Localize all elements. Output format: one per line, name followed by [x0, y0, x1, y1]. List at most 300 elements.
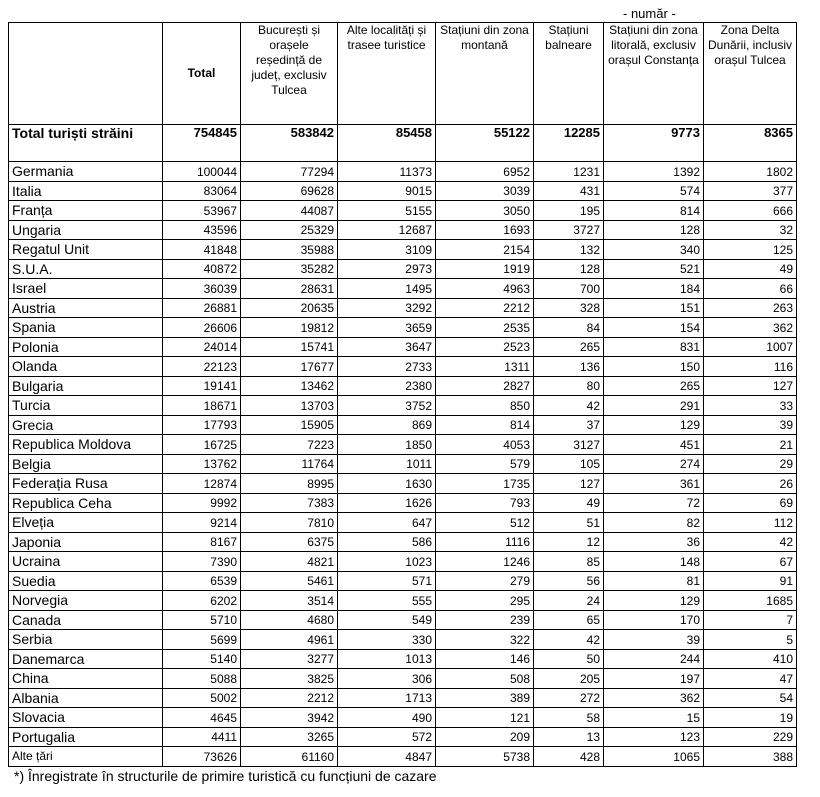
table-cell: 328	[534, 298, 604, 318]
table-cell: 574	[604, 181, 704, 201]
table-cell: 146	[436, 649, 534, 669]
table-cell: 2973	[338, 259, 436, 279]
table-cell: 29	[704, 454, 797, 474]
table-cell: 123	[604, 727, 704, 747]
country-name: Grecia	[9, 415, 163, 435]
table-row	[9, 435, 797, 455]
header-litoral: Stațiuni din zona litorală, exclusiv orașul Constanța	[604, 23, 704, 125]
table-cell: 3647	[338, 337, 436, 357]
table-cell: 3825	[241, 669, 338, 689]
country-name: Belgia	[9, 454, 163, 474]
table-cell: 362	[704, 318, 797, 338]
table-cell: 5	[704, 630, 797, 650]
table-cell: 4411	[163, 727, 241, 747]
table-cell: 16725	[163, 435, 241, 455]
table-cell: 15741	[241, 337, 338, 357]
total-cell: 55122	[436, 125, 534, 162]
table-cell: 814	[436, 415, 534, 435]
table-cell: 1392	[604, 162, 704, 182]
table-cell: 2212	[436, 298, 534, 318]
table-cell: 39	[604, 630, 704, 650]
table-cell: 129	[604, 591, 704, 611]
table-cell: 53967	[163, 201, 241, 221]
table-cell: 2733	[338, 357, 436, 377]
table-cell: 1735	[436, 474, 534, 494]
table-cell: 2380	[338, 376, 436, 396]
table-cell: 42	[534, 630, 604, 650]
table-cell: 26606	[163, 318, 241, 338]
table-row	[9, 337, 797, 357]
table-cell: 116	[704, 357, 797, 377]
table-cell: 295	[436, 591, 534, 611]
table-cell: 19	[704, 708, 797, 728]
table-cell: 12687	[338, 220, 436, 240]
header-montana: Stațiuni din zona montană	[436, 23, 534, 125]
country-name: Suedia	[9, 571, 163, 591]
table-cell: 7	[704, 610, 797, 630]
total-row	[9, 125, 797, 162]
table-row	[9, 240, 797, 260]
table-cell: 361	[604, 474, 704, 494]
table-cell: 11764	[241, 454, 338, 474]
table-row	[9, 279, 797, 299]
table-cell: 3659	[338, 318, 436, 338]
table-cell: 1713	[338, 688, 436, 708]
table-cell: 44087	[241, 201, 338, 221]
table-cell: 40872	[163, 259, 241, 279]
table-cell: 58	[534, 708, 604, 728]
table-cell: 54	[704, 688, 797, 708]
table-cell: 265	[534, 337, 604, 357]
table-row	[9, 610, 797, 630]
table-row	[9, 708, 797, 728]
table-cell: 3727	[534, 220, 604, 240]
table-cell: 428	[534, 747, 604, 767]
table-cell: 793	[436, 493, 534, 513]
country-name: Republica Moldova	[9, 435, 163, 455]
table-cell: 2154	[436, 240, 534, 260]
table-cell: 128	[534, 259, 604, 279]
country-name: Ungaria	[9, 220, 163, 240]
country-name: Italia	[9, 181, 163, 201]
table-cell: 340	[604, 240, 704, 260]
table-cell: 24014	[163, 337, 241, 357]
table-cell: 3050	[436, 201, 534, 221]
table-row	[9, 649, 797, 669]
table-cell: 1007	[704, 337, 797, 357]
table-cell: 5155	[338, 201, 436, 221]
table-cell: 1011	[338, 454, 436, 474]
table-row	[9, 688, 797, 708]
total-cell: 9773	[604, 125, 704, 162]
table-cell: 3127	[534, 435, 604, 455]
table-row	[9, 220, 797, 240]
table-cell: 61160	[241, 747, 338, 767]
country-name: Franța	[9, 201, 163, 221]
table-cell: 81	[604, 571, 704, 591]
table-cell: 2827	[436, 376, 534, 396]
table-cell: 3752	[338, 396, 436, 416]
table-cell: 265	[604, 376, 704, 396]
header-total: Total	[163, 23, 241, 125]
country-name: Turcia	[9, 396, 163, 416]
table-cell: 56	[534, 571, 604, 591]
table-cell: 274	[604, 454, 704, 474]
table-cell: 2212	[241, 688, 338, 708]
table-cell: 13703	[241, 396, 338, 416]
total-cell: 85458	[338, 125, 436, 162]
table-cell: 490	[338, 708, 436, 728]
table-cell: 41848	[163, 240, 241, 260]
table-row	[9, 298, 797, 318]
table-cell: 85	[534, 552, 604, 572]
table-cell: 197	[604, 669, 704, 689]
table-cell: 22123	[163, 357, 241, 377]
footnote: *) Înregistrate în structurile de primire turistică cu funcțiuni de cazare	[14, 768, 437, 784]
table-row	[9, 357, 797, 377]
table-cell: 330	[338, 630, 436, 650]
country-name: Serbia	[9, 630, 163, 650]
table-cell: 1802	[704, 162, 797, 182]
table-cell: 42	[704, 532, 797, 552]
table-cell: 24	[534, 591, 604, 611]
table-cell: 21	[704, 435, 797, 455]
table-cell: 100044	[163, 162, 241, 182]
table-cell: 579	[436, 454, 534, 474]
table-cell: 77294	[241, 162, 338, 182]
table-cell: 17793	[163, 415, 241, 435]
table-row	[9, 201, 797, 221]
country-name: Polonia	[9, 337, 163, 357]
table-cell: 37	[534, 415, 604, 435]
table-cell: 377	[704, 181, 797, 201]
table-cell: 26	[704, 474, 797, 494]
table-cell: 91	[704, 571, 797, 591]
country-name: Germania	[9, 162, 163, 182]
table-cell: 33	[704, 396, 797, 416]
table-cell: 3292	[338, 298, 436, 318]
total-row-label: Total turiști străini	[9, 125, 163, 162]
total-cell: 12285	[534, 125, 604, 162]
table-cell: 17677	[241, 357, 338, 377]
tourists-table	[8, 22, 797, 767]
table-cell: 451	[604, 435, 704, 455]
table-cell: 67	[704, 552, 797, 572]
country-name: Albania	[9, 688, 163, 708]
table-cell: 127	[704, 376, 797, 396]
table-cell: 19812	[241, 318, 338, 338]
table-cell: 20635	[241, 298, 338, 318]
table-row	[9, 376, 797, 396]
table-row	[9, 727, 797, 747]
table-cell: 4680	[241, 610, 338, 630]
table-row	[9, 415, 797, 435]
table-cell: 1919	[436, 259, 534, 279]
table-cell: 148	[604, 552, 704, 572]
table-cell: 51	[534, 513, 604, 533]
table-cell: 35282	[241, 259, 338, 279]
table-cell: 1231	[534, 162, 604, 182]
table-row	[9, 396, 797, 416]
header-bucuresti: București și orașele reședință de județ, exclusiv Tulcea	[241, 23, 338, 125]
table-cell: 209	[436, 727, 534, 747]
table-cell: 362	[604, 688, 704, 708]
table-cell: 8167	[163, 532, 241, 552]
table-cell: 15905	[241, 415, 338, 435]
table-cell: 82	[604, 513, 704, 533]
table-row	[9, 493, 797, 513]
table-cell: 73626	[163, 747, 241, 767]
table-cell: 814	[604, 201, 704, 221]
country-name: S.U.A.	[9, 259, 163, 279]
table-cell: 4645	[163, 708, 241, 728]
table-cell: 19141	[163, 376, 241, 396]
table-cell: 3514	[241, 591, 338, 611]
table-row	[9, 630, 797, 650]
table-cell: 5710	[163, 610, 241, 630]
table-cell: 4961	[241, 630, 338, 650]
table-cell: 13462	[241, 376, 338, 396]
table-cell: 6375	[241, 532, 338, 552]
table-cell: 1685	[704, 591, 797, 611]
table-cell: 869	[338, 415, 436, 435]
table-row	[9, 162, 797, 182]
table-cell: 12874	[163, 474, 241, 494]
table-cell: 6202	[163, 591, 241, 611]
table-cell: 700	[534, 279, 604, 299]
table-cell: 1311	[436, 357, 534, 377]
table-cell: 572	[338, 727, 436, 747]
country-name: Bulgaria	[9, 376, 163, 396]
table-cell: 1246	[436, 552, 534, 572]
table-cell: 32	[704, 220, 797, 240]
table-cell: 13	[534, 727, 604, 747]
header-balneare: Stațiuni balneare	[534, 23, 604, 125]
country-name: Portugalia	[9, 727, 163, 747]
table-cell: 244	[604, 649, 704, 669]
table-cell: 136	[534, 357, 604, 377]
country-name: Norvegia	[9, 591, 163, 611]
table-cell: 69	[704, 493, 797, 513]
table-cell: 5699	[163, 630, 241, 650]
table-cell: 184	[604, 279, 704, 299]
table-row	[9, 474, 797, 494]
country-name: Ucraina	[9, 552, 163, 572]
table-cell: 72	[604, 493, 704, 513]
table-cell: 2535	[436, 318, 534, 338]
table-cell: 43596	[163, 220, 241, 240]
table-cell: 127	[534, 474, 604, 494]
header-alte-localitati: Alte localități și trasee turistice	[338, 23, 436, 125]
table-cell: 322	[436, 630, 534, 650]
table-cell: 15	[604, 708, 704, 728]
table-cell: 5140	[163, 649, 241, 669]
table-cell: 263	[704, 298, 797, 318]
table-cell: 39	[704, 415, 797, 435]
table-cell: 28631	[241, 279, 338, 299]
country-name: Canada	[9, 610, 163, 630]
table-cell: 154	[604, 318, 704, 338]
table-cell: 13762	[163, 454, 241, 474]
country-name: Danemarca	[9, 649, 163, 669]
table-cell: 5738	[436, 747, 534, 767]
table-cell: 42	[534, 396, 604, 416]
total-cell: 583842	[241, 125, 338, 162]
table-cell: 80	[534, 376, 604, 396]
table-cell: 49	[534, 493, 604, 513]
table-cell: 170	[604, 610, 704, 630]
table-row	[9, 669, 797, 689]
country-name: Alte țări	[9, 747, 163, 767]
table-cell: 9214	[163, 513, 241, 533]
table-row	[9, 571, 797, 591]
country-name: Elveția	[9, 513, 163, 533]
table-cell: 521	[604, 259, 704, 279]
country-name: Austria	[9, 298, 163, 318]
table-cell: 1850	[338, 435, 436, 455]
table-cell: 7390	[163, 552, 241, 572]
table-cell: 1065	[604, 747, 704, 767]
country-name: Federația Rusa	[9, 474, 163, 494]
table-cell: 18671	[163, 396, 241, 416]
table-cell: 2523	[436, 337, 534, 357]
country-name: Regatul Unit	[9, 240, 163, 260]
table-cell: 586	[338, 532, 436, 552]
table-cell: 3109	[338, 240, 436, 260]
country-name: Olanda	[9, 357, 163, 377]
country-name: Israel	[9, 279, 163, 299]
table-cell: 239	[436, 610, 534, 630]
table-cell: 105	[534, 454, 604, 474]
table-cell: 229	[704, 727, 797, 747]
table-cell: 410	[704, 649, 797, 669]
country-name: Japonia	[9, 532, 163, 552]
table-cell: 831	[604, 337, 704, 357]
table-cell: 26881	[163, 298, 241, 318]
table-cell: 69628	[241, 181, 338, 201]
table-cell: 9992	[163, 493, 241, 513]
table-cell: 1626	[338, 493, 436, 513]
table-cell: 8995	[241, 474, 338, 494]
table-cell: 1013	[338, 649, 436, 669]
table-cell: 388	[704, 747, 797, 767]
table-cell: 4847	[338, 747, 436, 767]
header-delta: Zona Delta Dunării, inclusiv orașul Tulcea	[704, 23, 797, 125]
table-row	[9, 454, 797, 474]
table-cell: 7810	[241, 513, 338, 533]
table-cell: 195	[534, 201, 604, 221]
table-cell: 4821	[241, 552, 338, 572]
table-cell: 5088	[163, 669, 241, 689]
table-cell: 1116	[436, 532, 534, 552]
table-cell: 112	[704, 513, 797, 533]
unit-label: - număr -	[623, 6, 676, 21]
table-cell: 128	[604, 220, 704, 240]
table-cell: 132	[534, 240, 604, 260]
table-cell: 25329	[241, 220, 338, 240]
table-row	[9, 259, 797, 279]
table-cell: 9015	[338, 181, 436, 201]
country-name: Slovacia	[9, 708, 163, 728]
table-cell: 65	[534, 610, 604, 630]
table-row	[9, 181, 797, 201]
table-cell: 549	[338, 610, 436, 630]
table-cell: 84	[534, 318, 604, 338]
table-cell: 272	[534, 688, 604, 708]
table-cell: 4963	[436, 279, 534, 299]
table-row	[9, 591, 797, 611]
table-cell: 647	[338, 513, 436, 533]
table-cell: 5461	[241, 571, 338, 591]
header-row	[9, 23, 797, 125]
table-cell: 3265	[241, 727, 338, 747]
table-cell: 431	[534, 181, 604, 201]
table-cell: 389	[436, 688, 534, 708]
country-name: Republica Ceha	[9, 493, 163, 513]
table-cell: 6539	[163, 571, 241, 591]
table-cell: 150	[604, 357, 704, 377]
table-row	[9, 532, 797, 552]
table-cell: 1495	[338, 279, 436, 299]
table-cell: 36039	[163, 279, 241, 299]
table-cell: 50	[534, 649, 604, 669]
table-cell: 121	[436, 708, 534, 728]
table-cell: 291	[604, 396, 704, 416]
table-cell: 1023	[338, 552, 436, 572]
table-row	[9, 747, 797, 767]
table-row	[9, 513, 797, 533]
table-row	[9, 318, 797, 338]
table-cell: 7383	[241, 493, 338, 513]
table-cell: 129	[604, 415, 704, 435]
table-cell: 3277	[241, 649, 338, 669]
table-cell: 7223	[241, 435, 338, 455]
table-cell: 306	[338, 669, 436, 689]
table-cell: 555	[338, 591, 436, 611]
table-cell: 3039	[436, 181, 534, 201]
table-cell: 205	[534, 669, 604, 689]
table-cell: 850	[436, 396, 534, 416]
country-name: China	[9, 669, 163, 689]
table-cell: 66	[704, 279, 797, 299]
table-cell: 151	[604, 298, 704, 318]
table-cell: 508	[436, 669, 534, 689]
table-cell: 3942	[241, 708, 338, 728]
table-cell: 47	[704, 669, 797, 689]
table-cell: 571	[338, 571, 436, 591]
table-cell: 83064	[163, 181, 241, 201]
country-name: Spania	[9, 318, 163, 338]
total-cell: 8365	[704, 125, 797, 162]
table-cell: 279	[436, 571, 534, 591]
table-cell: 512	[436, 513, 534, 533]
table-cell: 1630	[338, 474, 436, 494]
header-empty	[9, 23, 163, 125]
table-cell: 36	[604, 532, 704, 552]
table-cell: 1693	[436, 220, 534, 240]
table-cell: 4053	[436, 435, 534, 455]
table-cell: 666	[704, 201, 797, 221]
table-cell: 12	[534, 532, 604, 552]
table-cell: 6952	[436, 162, 534, 182]
table-cell: 125	[704, 240, 797, 260]
table-cell: 5002	[163, 688, 241, 708]
total-cell: 754845	[163, 125, 241, 162]
table-cell: 11373	[338, 162, 436, 182]
table-cell: 49	[704, 259, 797, 279]
table-cell: 35988	[241, 240, 338, 260]
table-row	[9, 552, 797, 572]
